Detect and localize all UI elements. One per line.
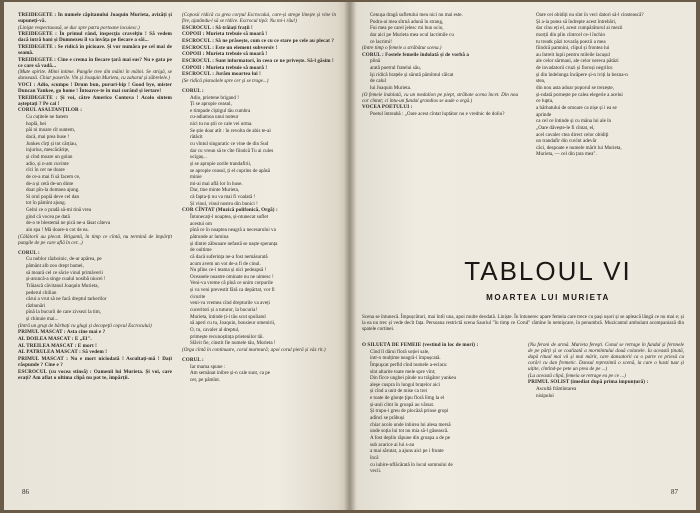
verse-line: cărui a vrut să ne facă dreptul tarkerilor (26, 296, 107, 303)
stage-direction: (Linişte respectuoasă, se duc spre patru portoane locuiesc.) (18, 24, 140, 31)
speaker-line: ESCROCUL : Jurăm moartea lui ! (182, 71, 261, 78)
right-col-3 (362, 342, 518, 492)
speaker-line: COPOII : Murieta trebuie să moară ! (182, 64, 268, 71)
verse-line: Împuşcat perfid cînd numele a-eclara: (370, 361, 448, 368)
scene-intro-direction: Scena se întunecă. Împușcături, mai întîi una, apoi multe deodată. Liniște. În întunerec apare femeia care trece cu pași ușori și se apleacă lângă ce nu mai e; și la ea nu trec și vede decît fața. Persoana restrictă scena Sauriul "în timp ce Corul" rămîne în nemișcare, în penumbră. Muzicantul ambulant acompaniază din spatele cortinei. (362, 314, 684, 333)
verse-line: rătăcit (190, 134, 203, 141)
speaker-line: AL PATRULEA MASCAT : Să vedem ! (18, 349, 108, 356)
verse-line: tot în pămînt ajung. (26, 200, 66, 207)
speaker-line: PRIMUL MASCAT : Nu e mort niciodată ! Ascultați-mă ! Dați răspunde ? Cine e ? (18, 355, 172, 369)
verse-line: vecii. (370, 468, 382, 475)
verse-line: adio, și n-am cuvinte (26, 160, 69, 167)
verse-line: Și a-ia putea să îndrepte acest întrebări, (536, 18, 617, 25)
stage-direction: (Nu feroni de armă. Murieta fereşti. Conul se retrage în fundul și fernnele de pe părți și se coalizată a mormîntului două colanele. Ia această ținată, după ritual mai vii și mai mărit, care dansatorii ca o parte ce priesă cu curări cu dan fremetic. Dansul reprezintă o scenă, la care o hasti tuat și uițite, cîntînd-pe pete un prea de pe ...) (528, 342, 684, 373)
verse-line: Ascultă frămîntarea (536, 386, 577, 393)
verse-line: Dar, tine minte Murieta, (190, 187, 240, 194)
verse-line: ucigaș... (190, 154, 207, 161)
verse-line: și va veni prevestit fără ca depărtat, vor fi (190, 287, 275, 294)
right-col-1 (362, 12, 518, 172)
verse-line: cer, pe pâmînt. (190, 376, 221, 383)
verse-line: morții din plin cîntrcel ce-l închin (536, 31, 605, 38)
speaker-line: ESCROCUL : Este un element subversiv ! (182, 44, 278, 51)
verse-line: Adio, prietene brigand ! (190, 94, 239, 101)
verse-line: de calul (370, 78, 386, 85)
verse-line: de ce-a mai fi să facem ce, (26, 173, 81, 180)
right-page (348, 2, 696, 510)
verse-line: injurius, mescăcărițe, (26, 147, 70, 154)
scene-subtitle: MOARTEA LUI MURIETA (486, 293, 610, 302)
verse-line: hoplă, hei (26, 120, 47, 127)
verse-line: că fapta-ți nu va mai fi voalată ! (190, 194, 256, 201)
verse-line: Și vinul, vinul nostru din bunici ! (190, 200, 258, 207)
verse-line: ale celor sărmani, ale celor nereca pătăzi (536, 58, 619, 65)
verse-line: Trăiască căvitanul Joaquin Murieta, (26, 282, 99, 289)
left-page (4, 2, 348, 510)
verse-line: ce lacrimi! (370, 38, 392, 45)
verse-line: pederul chilian (26, 289, 57, 296)
verse-line: îşi ridică brațele și sărută pămîntul călcat (370, 71, 454, 78)
verse-line: acel cavaler ctea direct celor obidiţi (536, 131, 609, 138)
speaker-line: AL DOILEA MASCAT : E „El". (18, 336, 92, 343)
speaker-line: ESCROCUL : Să ne prăsește, cum ce cu ce stare pe cele au plecat ? (182, 37, 334, 44)
verse-line: pătrunde ar lumina (190, 233, 229, 240)
speaker-line: VOCEA POETULUI : (362, 104, 413, 111)
verse-line: Junkes cîrți și tot cărțiau, (26, 140, 78, 147)
stage-direction: (Câlătorii au plecat. Brigantă, în timp ce cîntă, nu termină de împărțit pungile de pe care află în cer...) (18, 233, 172, 246)
verse-line: intr-o mulțime neagră-i împușcată. (370, 355, 441, 362)
speaker-line: ESCROCUL : Sunt informatori, în ceea ce ne privește. Să-l găsim ! (182, 57, 334, 64)
verse-line: Podra-ai mea sîtrnă adună în strang, (370, 18, 444, 25)
verse-line: pînă ce în noaptea neagră a necesarului va (190, 227, 276, 234)
book-gutter (344, 2, 356, 510)
verse-line: chiar acolo unde inbirea lui alesa mersă (370, 421, 451, 428)
verse-line: și dintre zăbunare nefastă se naște speranța (190, 240, 278, 247)
speaker-line: CORUL : (182, 356, 204, 363)
verse-line: primește recunoștința prietenilor tăi. (190, 333, 264, 340)
verse-line: Murieta, întinde ți-i tău scut spoliatul (190, 313, 266, 320)
verse-line: Poetul întreabă : „Oare acest cîntat luptător nu e vrednic de doliu? (370, 111, 505, 118)
verse-line: Și trupu-i greu de plocăză prinse gropi (370, 408, 449, 415)
verse-line: să moară cel ce săcie vinul primăverii (26, 269, 103, 276)
left-col-1 (18, 12, 172, 452)
verse-line: ca cel ce întinde și cu mâna lui ale în (536, 118, 612, 125)
verse-line: a bărbatului de omoare ca nișe și i ea se (536, 104, 617, 111)
page-number-left: 86 (22, 488, 29, 496)
verse-line: Oceanele noastre ominate nu ne uimesc ! (190, 273, 274, 280)
verse-line: și din îndelunga încăpere și-n iviți la bezna-n (536, 71, 628, 78)
verse-line: acum avem un vot de-a fi de cinul. (190, 260, 261, 267)
verse-line: Întunecați-l noaptea, și-ntunecat suflet (190, 214, 269, 221)
speaker-line: COPOII : Murieta trebuie să moară ! (182, 51, 268, 58)
speaker-line: COR CÎNTAT (Muzică polifonică, Orgă) : (182, 207, 278, 214)
verse-line: cicurite (190, 293, 206, 300)
verse-line: Am semănat inibre și-n cale sunt, ca pe (190, 370, 271, 377)
speaker-line: TREIDEGETE : În primul rând, inspecţia cravelţiu ! Să vedem dacă intră bani și Dumnezeu îl va învăța pe fiecare a săi... (18, 31, 172, 44)
speaker-line: PRIMUL MASCAT : Asta cine mai e ? (18, 329, 106, 336)
speaker-line: TREIDEGETE : În numele căpitanului Joaquin Murieta, avizăți și supuneți-vă. (18, 12, 172, 25)
verse-line: cu iubire-nflăcărată în locul somnului de (370, 461, 453, 468)
verse-line: Ți se apropie ceasul, (190, 101, 232, 108)
right-page-top-columns (362, 12, 684, 172)
stage-direction: (Se ridică pistoalele spre cer și se trage...) (182, 77, 269, 84)
scene-title: TABLOUL VI (464, 256, 632, 286)
verse-line: mi-ai mai află lor în huse. (190, 180, 243, 187)
verse-line: a mai sărutat, a ajuns aici pe i frunte (370, 448, 444, 455)
verse-line: Cenușa dragă sufletului meu nici nu mai este. (370, 12, 463, 18)
verse-line: de-a și cetă de-un dinte (26, 180, 74, 187)
verse-line: au întreit lupii pentru mileile lacașul (536, 51, 610, 58)
verse-line: de-o te blestemă ne pică ne-a lăsat câteva (26, 220, 111, 227)
verse-line: dar cu vreun să te cîte fiindcă Tu ai cules (190, 147, 274, 154)
speaker-line: TREIDEGETE : Și voi, către Americo Contova ! Acolo sintem așteptați ? Pe cai ! (18, 94, 172, 107)
verse-line: tu treatk păzi tovarăș poezii a mea (536, 38, 606, 45)
verse-line: adînci se prăbuși (370, 415, 405, 422)
verse-line: dar aici pe Murieta mea ocul lacrimile cu (370, 31, 454, 38)
verse-line: Oare cei obidiți nu sînt în veci datori să-l cinstească? (536, 12, 644, 18)
verse-line: dar cînu eți el, acest cumpărătorul ai mezii (536, 25, 623, 32)
verse-line: că dacă suferința ne-a fost nemăsurată (190, 253, 268, 260)
verse-line: e timpade cîștigul tău cumbra (190, 107, 251, 114)
verse-line: cîci în cer ne doare (26, 167, 65, 174)
verse-line: sînt altarite toate mele spre vînt; (370, 368, 436, 375)
speaker-line: VOCI : Adio, scumpo ! Drum bun, pururi-bip ! Good bye, mister Duncan Yankee, go home ! Întoarce-te în mai curând și iertare! (18, 82, 172, 95)
verse-line: Se știe doar atît : în revolta de abis te-ai (190, 127, 271, 134)
verse-line: O, tu, cavaler al dreptul, (190, 326, 240, 333)
verse-line: Nu plîns ce-i teama și nici pedeapsă ! (190, 267, 267, 274)
scene-heading (458, 256, 638, 302)
stage-direction: (La această clipă, femeia se retrage ea pe ce ...) (528, 372, 626, 379)
verse-line: arată poetrul fratelui său, (370, 65, 421, 72)
verse-line: acestui om (190, 220, 212, 227)
verse-line: și se apropie zorile trandafirii, (190, 160, 252, 167)
verse-line: și cînd moare un golan (26, 153, 73, 160)
speaker-line: ESCROCUL (cu vocea stinsă) : Oamenii lui Murieta. Și voi, care erați? Am aflat o ultima clipă nu pot te, împărții. (18, 368, 172, 381)
verse-line: din nou asta adoar poporul se trezește, (536, 85, 614, 92)
speaker-line: CORUL : (182, 87, 204, 94)
verse-line: păi ni moare cît suntem, (26, 127, 76, 134)
speaker-line: TREIDEGETE : Se ridică în picioare. Și vor număra pe cel mai de seamă. (18, 44, 172, 57)
verse-line: Cu cuțitele ne batem (26, 114, 69, 121)
verse-line: și-ndată pornește pe calea elegerie a acelui (536, 91, 623, 98)
right-col-2 (528, 12, 684, 172)
verse-line: și cînd a unit de mise ca trei (370, 388, 428, 395)
verse-line: pământ alb zoo drept bamel, (26, 263, 84, 269)
verse-line: încă (370, 454, 379, 461)
verse-line: unde soția lui tot nu mia să-l găsească. (370, 428, 449, 435)
verse-line: cu vîntul singuratic ce vine de din Sud (190, 140, 269, 147)
verse-line: A fost deplin răpune din groapa a de pe (370, 434, 451, 441)
verse-line: să aperi cu tu, Joaquin, bonsieur omenirii, (190, 320, 276, 327)
verse-line: sub acarice ai lui s-au (370, 441, 415, 448)
speaker-line: TREIDEGETE : Cine e crema în fiecare țară mai sus? Nu e gata pe ce care să vadă... (18, 56, 172, 69)
verse-line: Si orul popiă deve cel dan (26, 193, 80, 200)
verse-line: pînă la bucurii de care zivsezi la tim, (26, 309, 101, 316)
book-spread (4, 2, 696, 510)
speaker-line: ESCROCUL : Să trăiați frații ! (182, 24, 253, 31)
verse-line: Iar mama spune : (190, 363, 226, 370)
stage-direction: (O femeie îndolată, cu un medalion pe piept, străbate scena încet. Din nou cor cîntat; ci întu-un fundal grandios se aude o orgă.) (362, 91, 518, 104)
verse-line: dacă, mai prea huse ! (26, 134, 70, 141)
verse-line: gind că vocea pe dată (26, 213, 70, 220)
stage-direction: (Mute spirite. Mimi intime. Pungile tree din mâini în mâini. Se strigă, se dansează. Chiar paserile. Vin și Joaquin Murieta, cu zaharul și zăbrelele.) (18, 69, 172, 82)
speaker-line: CORUL : Fostele femeile îndolată și de vorbă a (362, 51, 470, 58)
verse-line: stea, (536, 78, 546, 85)
speaker-line: PRIMUL SOLIST (imediat după prima impunțură) : (528, 379, 649, 386)
right-col-4 (528, 342, 684, 492)
verse-line: lui Joaquin Murieta. (370, 85, 412, 92)
verse-line: aleşe cuspra în lungul brațelor aici (370, 381, 441, 388)
verse-line: Cu noblor războinic, de-ar apărea, pe (26, 256, 102, 263)
verse-line: e toate de glonțe ţipu floră lîmg la el (370, 395, 445, 402)
stage-direction: (Coposii ridică cu grea corpul Escrocului, care-și strege linește și vine în fire, ajutându-l să se ridice. Escrocul tipă: Nu mi-i rău!) (182, 12, 336, 25)
stage-direction: (Intre timp o femeie a străbătut scena.) (362, 45, 442, 52)
verse-line: și-aruncă-a singe cualul nosibă niucei ! (26, 276, 106, 283)
verse-line: aprinde (536, 111, 552, 118)
verse-line: și-anii cîmt în groapă au vărsat. (370, 401, 435, 408)
left-col-2 (182, 12, 336, 452)
verse-line: răzbunări (26, 302, 46, 309)
verse-line: cuceritori și a tuturor, la bucuria! (190, 307, 258, 313)
verse-line: Slăvit fie, cinstit fie numele tău, Murieta ! (190, 340, 276, 347)
speaker-line: CORUL ASALTANȚILOR : (18, 107, 82, 114)
verse-line: și chinuie mai... (26, 316, 59, 323)
verse-line: cu-adiamoa unui noteur (190, 114, 239, 121)
page-number-right: 87 (671, 488, 678, 496)
verse-line: nisipului (536, 392, 554, 399)
verse-line: Murieta, — cel din țara mea". (536, 151, 597, 158)
verse-line: Din fîcce unghei pînde nu trăgător yankeu (370, 375, 456, 382)
verse-line: nici tu nu știi ce cale vei urma. (190, 121, 253, 128)
left-page-columns (18, 12, 336, 452)
verse-line: un trandafir din cuvînt adevăr (536, 138, 597, 145)
verse-line: se apropie ceasul, ți el cuprins de apăsă (190, 167, 271, 174)
verse-line: Gelni ce o pradă să-mi tină vrea (26, 207, 92, 214)
verse-line: fiindcă pamnini, clipul și frontea lui (536, 45, 610, 52)
speaker-line: AL TREILEA MASCAT : E mort ! (18, 342, 97, 349)
verse-line: căci, despoate e numele mărit lui Murieta, (536, 144, 622, 151)
verse-line: doar pîn-la domnea ajung. (26, 187, 80, 194)
verse-line: Cînd îl dărui floră soției sale, (370, 348, 430, 355)
verse-line: ce lupta, (536, 98, 554, 105)
verse-line: plină (370, 58, 381, 65)
speaker-line: COPOII : Murieta trebuie să moară ! (182, 31, 268, 38)
verse-line: „Oare dăvește-le fi cîntat, el, (536, 124, 595, 131)
verse-line: de invadatorii cruzi și fioroși negrilor. (536, 65, 614, 72)
stage-direction: (Intră un grup de bărbați cu glugi și decopeţii copcul Escrocului) (18, 322, 152, 329)
stage-direction: (Orga cîntă în continuare, corul murmură; apoi corul pieră și văz rit.) (182, 346, 326, 353)
verse-line: Veni-va vreme că pînă ce unim corpurile (190, 280, 273, 287)
speaker-line: O SILUETĂ DE FEMEIE (vestind în loc de mori) : (362, 342, 479, 348)
speaker-line: CORUL : (18, 249, 40, 256)
verse-line: ain spa ! Mă doare-n cot de ea. (26, 226, 89, 233)
verse-line: de oultime (190, 247, 212, 254)
verse-line: Fui mea pe carel jelesc mi bun ocio, (370, 25, 444, 32)
right-page-bottom-columns (362, 342, 684, 492)
verse-line: veni-va vremea cînd drepturile va aveți (190, 300, 270, 307)
verse-line: minie (190, 174, 202, 181)
